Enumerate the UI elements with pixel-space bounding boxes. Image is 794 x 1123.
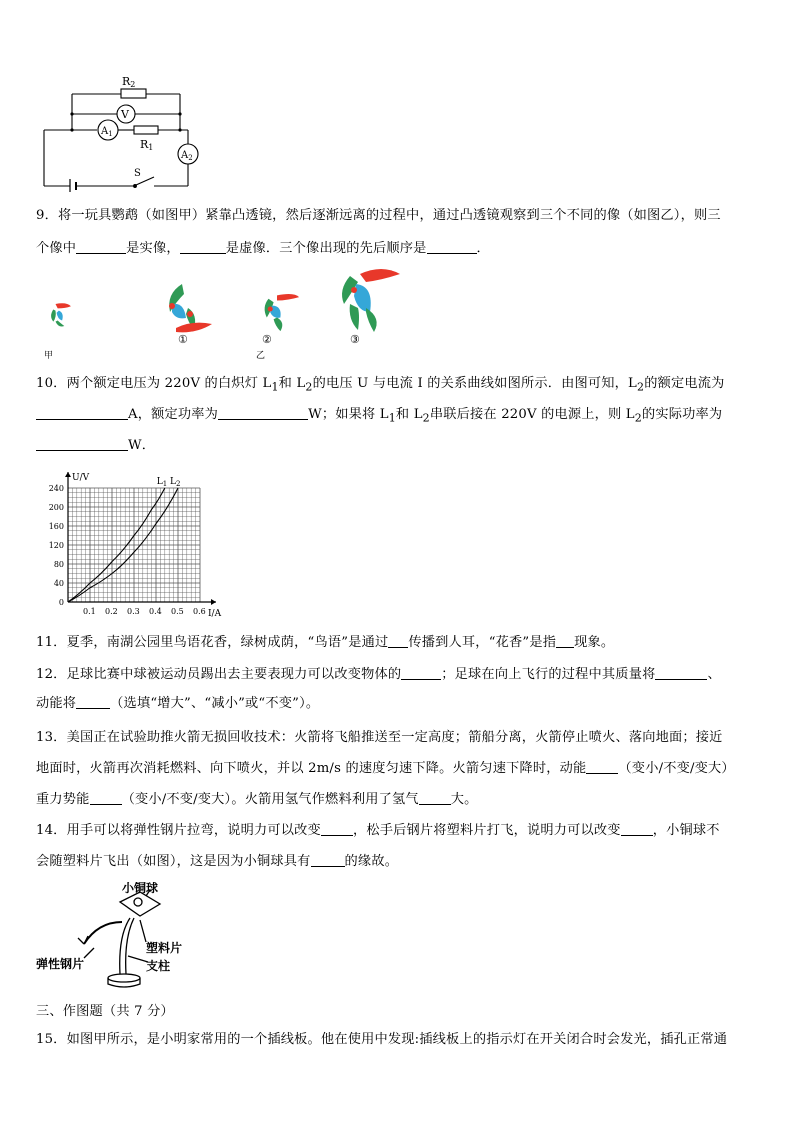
switch-label: S	[134, 168, 141, 179]
q13-blank-kinetic[interactable]	[586, 759, 618, 774]
q12-blank-motion[interactable]	[401, 665, 441, 680]
section-title: 三、作图题（共 7 分）	[36, 1004, 174, 1019]
label-steel-strip: 弹性钢片	[36, 957, 85, 971]
q9-blank-order[interactable]	[427, 239, 477, 254]
q10-line1: 10．两个额定电压为 220V 的白炽灯 $L_1$和 $L_2$的电压 U 与电流 I 的关系曲线如图所示．由图可知，$L_2$的额定电流为	[36, 376, 725, 394]
q13-blank-potential[interactable]	[90, 790, 122, 805]
series-label-L2: $L_2$	[170, 477, 181, 488]
q12-line2: 动能将 （选填“增大”、“减小”或“不变”）。	[36, 696, 320, 711]
q10-blank-power[interactable]	[218, 405, 308, 420]
q10-line2: A，额定功率为 W；如果将 $L_1$和 $L_2$串联后接在 220V 的电源上，则 $L_2$的实际功率为	[36, 405, 722, 429]
q13-line3: 重力势能 （变小/不变/变大）。火箭用氢气作燃料利用了氢气 大。	[36, 792, 478, 807]
y-tick-label: 120	[48, 541, 64, 550]
q12-line1: 12．足球比赛中球被运动员踢出去主要表现力可以改变物体的 ；足球在向上飞行的过程中其质量将 、	[36, 667, 721, 682]
a1-label: $A_1$	[101, 126, 113, 138]
q9-line2: 个像中 是实像， 是虚像．三个像出现的先后顺序是 ．	[36, 241, 490, 256]
x-tick-label: 0.6	[193, 607, 206, 616]
q14-blank-shape[interactable]	[321, 821, 353, 836]
y-tick-label: 160	[48, 522, 64, 531]
x-tick-label: 0.3	[127, 607, 140, 616]
parrot-original	[51, 303, 71, 326]
label-yi: 乙	[256, 351, 266, 361]
voltmeter-label: V	[121, 108, 129, 121]
y-tick-label: 200	[48, 503, 64, 512]
q10-blank-actual-power[interactable]	[36, 436, 128, 451]
q9-line1: 9．将一玩具鹦鹉（如图甲）紧靠凸透镜，然后逐渐远离的过程中，通过凸透镜观察到三个不同的像（如图乙），则三	[36, 208, 721, 223]
q14-blank-motion[interactable]	[621, 821, 653, 836]
parrot-image-1	[169, 284, 212, 332]
q9-blank-real[interactable]	[76, 239, 126, 254]
parrot-image-2	[265, 294, 299, 331]
q12-blank-kinetic[interactable]	[76, 694, 110, 709]
label-img3: ③	[350, 333, 360, 346]
y-tick-label: 80	[53, 560, 64, 569]
parrot-figure	[36, 266, 408, 364]
steel-strip-figure	[36, 882, 196, 992]
q10-line3: W．	[36, 436, 155, 456]
a2-label: $A_2$	[181, 150, 193, 162]
series-label-sub: 1	[162, 480, 168, 488]
y-tick-label: 0	[58, 598, 64, 607]
q11-blank-medium[interactable]	[388, 633, 408, 648]
q12-blank-mass[interactable]	[655, 665, 707, 680]
label-jia: 甲	[44, 351, 54, 361]
x-tick-label: 0.4	[149, 607, 162, 616]
q14-line1: 14．用手可以将弹性钢片拉弯，说明力可以改变 ，松手后钢片将塑料片打飞，说明力可以改变 ，小铜球不	[36, 823, 720, 838]
circuit-diagram	[36, 68, 206, 192]
label-copper-ball: 小铜球	[122, 882, 159, 895]
x-tick-label: 0.2	[105, 607, 118, 616]
q15-line1: 15．如图甲所示，是小明家常用的一个插线板。他在使用中发现:插线板上的指示灯在开关闭合时会发光，插孔正常通	[36, 1032, 728, 1047]
q14-line2: 会随塑料片飞出（如图），这是因为小铜球具有 的缘故。	[36, 854, 399, 869]
x-axis-arrow	[211, 599, 216, 605]
q13-blank-hydrogen[interactable]	[419, 790, 451, 805]
q11-blank-phenomenon[interactable]	[556, 633, 574, 648]
series-label-sub: 2	[175, 480, 181, 488]
r2-label: R2	[122, 75, 136, 89]
label-img1: ①	[178, 333, 188, 346]
q9-blank-virtual[interactable]	[180, 239, 226, 254]
q10-blank-current[interactable]	[36, 405, 128, 420]
q13-line2: 地面时，火箭再次消耗燃料、向下喷火，并以 2m/s 的速度匀速下降。火箭匀速下降时，动能 （变小/不变/变大）	[36, 761, 735, 776]
y-axis-label: U/V	[72, 473, 90, 483]
y-axis-arrow	[65, 472, 71, 477]
q14-blank-inertia[interactable]	[311, 852, 345, 867]
parrot-image-3	[342, 269, 400, 332]
series-label-L1: $L_1$	[156, 477, 168, 488]
y-tick-label: 240	[48, 484, 64, 493]
label-post: 支柱	[146, 959, 171, 973]
label-plastic-sheet: 塑料片	[146, 941, 183, 955]
x-tick-label: 0.5	[171, 607, 184, 616]
y-tick-label: 40	[53, 579, 64, 588]
u-i-chart	[36, 464, 236, 624]
x-tick-label: 0.1	[83, 607, 96, 616]
r1-label: R1	[140, 138, 154, 152]
label-img2: ②	[262, 333, 272, 346]
x-axis-label: I/A	[208, 609, 222, 619]
q13-line1: 13．美国正在试验助推火箭无损回收技术：火箭将飞船推送至一定高度；箭船分离，火箭停止喷火、落向地面；接近	[36, 730, 723, 745]
q11-line: 11．夏季，南湖公园里鸟语花香，绿树成荫，“鸟语”是通过 传播到人耳，“花香”是指 现象。	[36, 635, 615, 650]
